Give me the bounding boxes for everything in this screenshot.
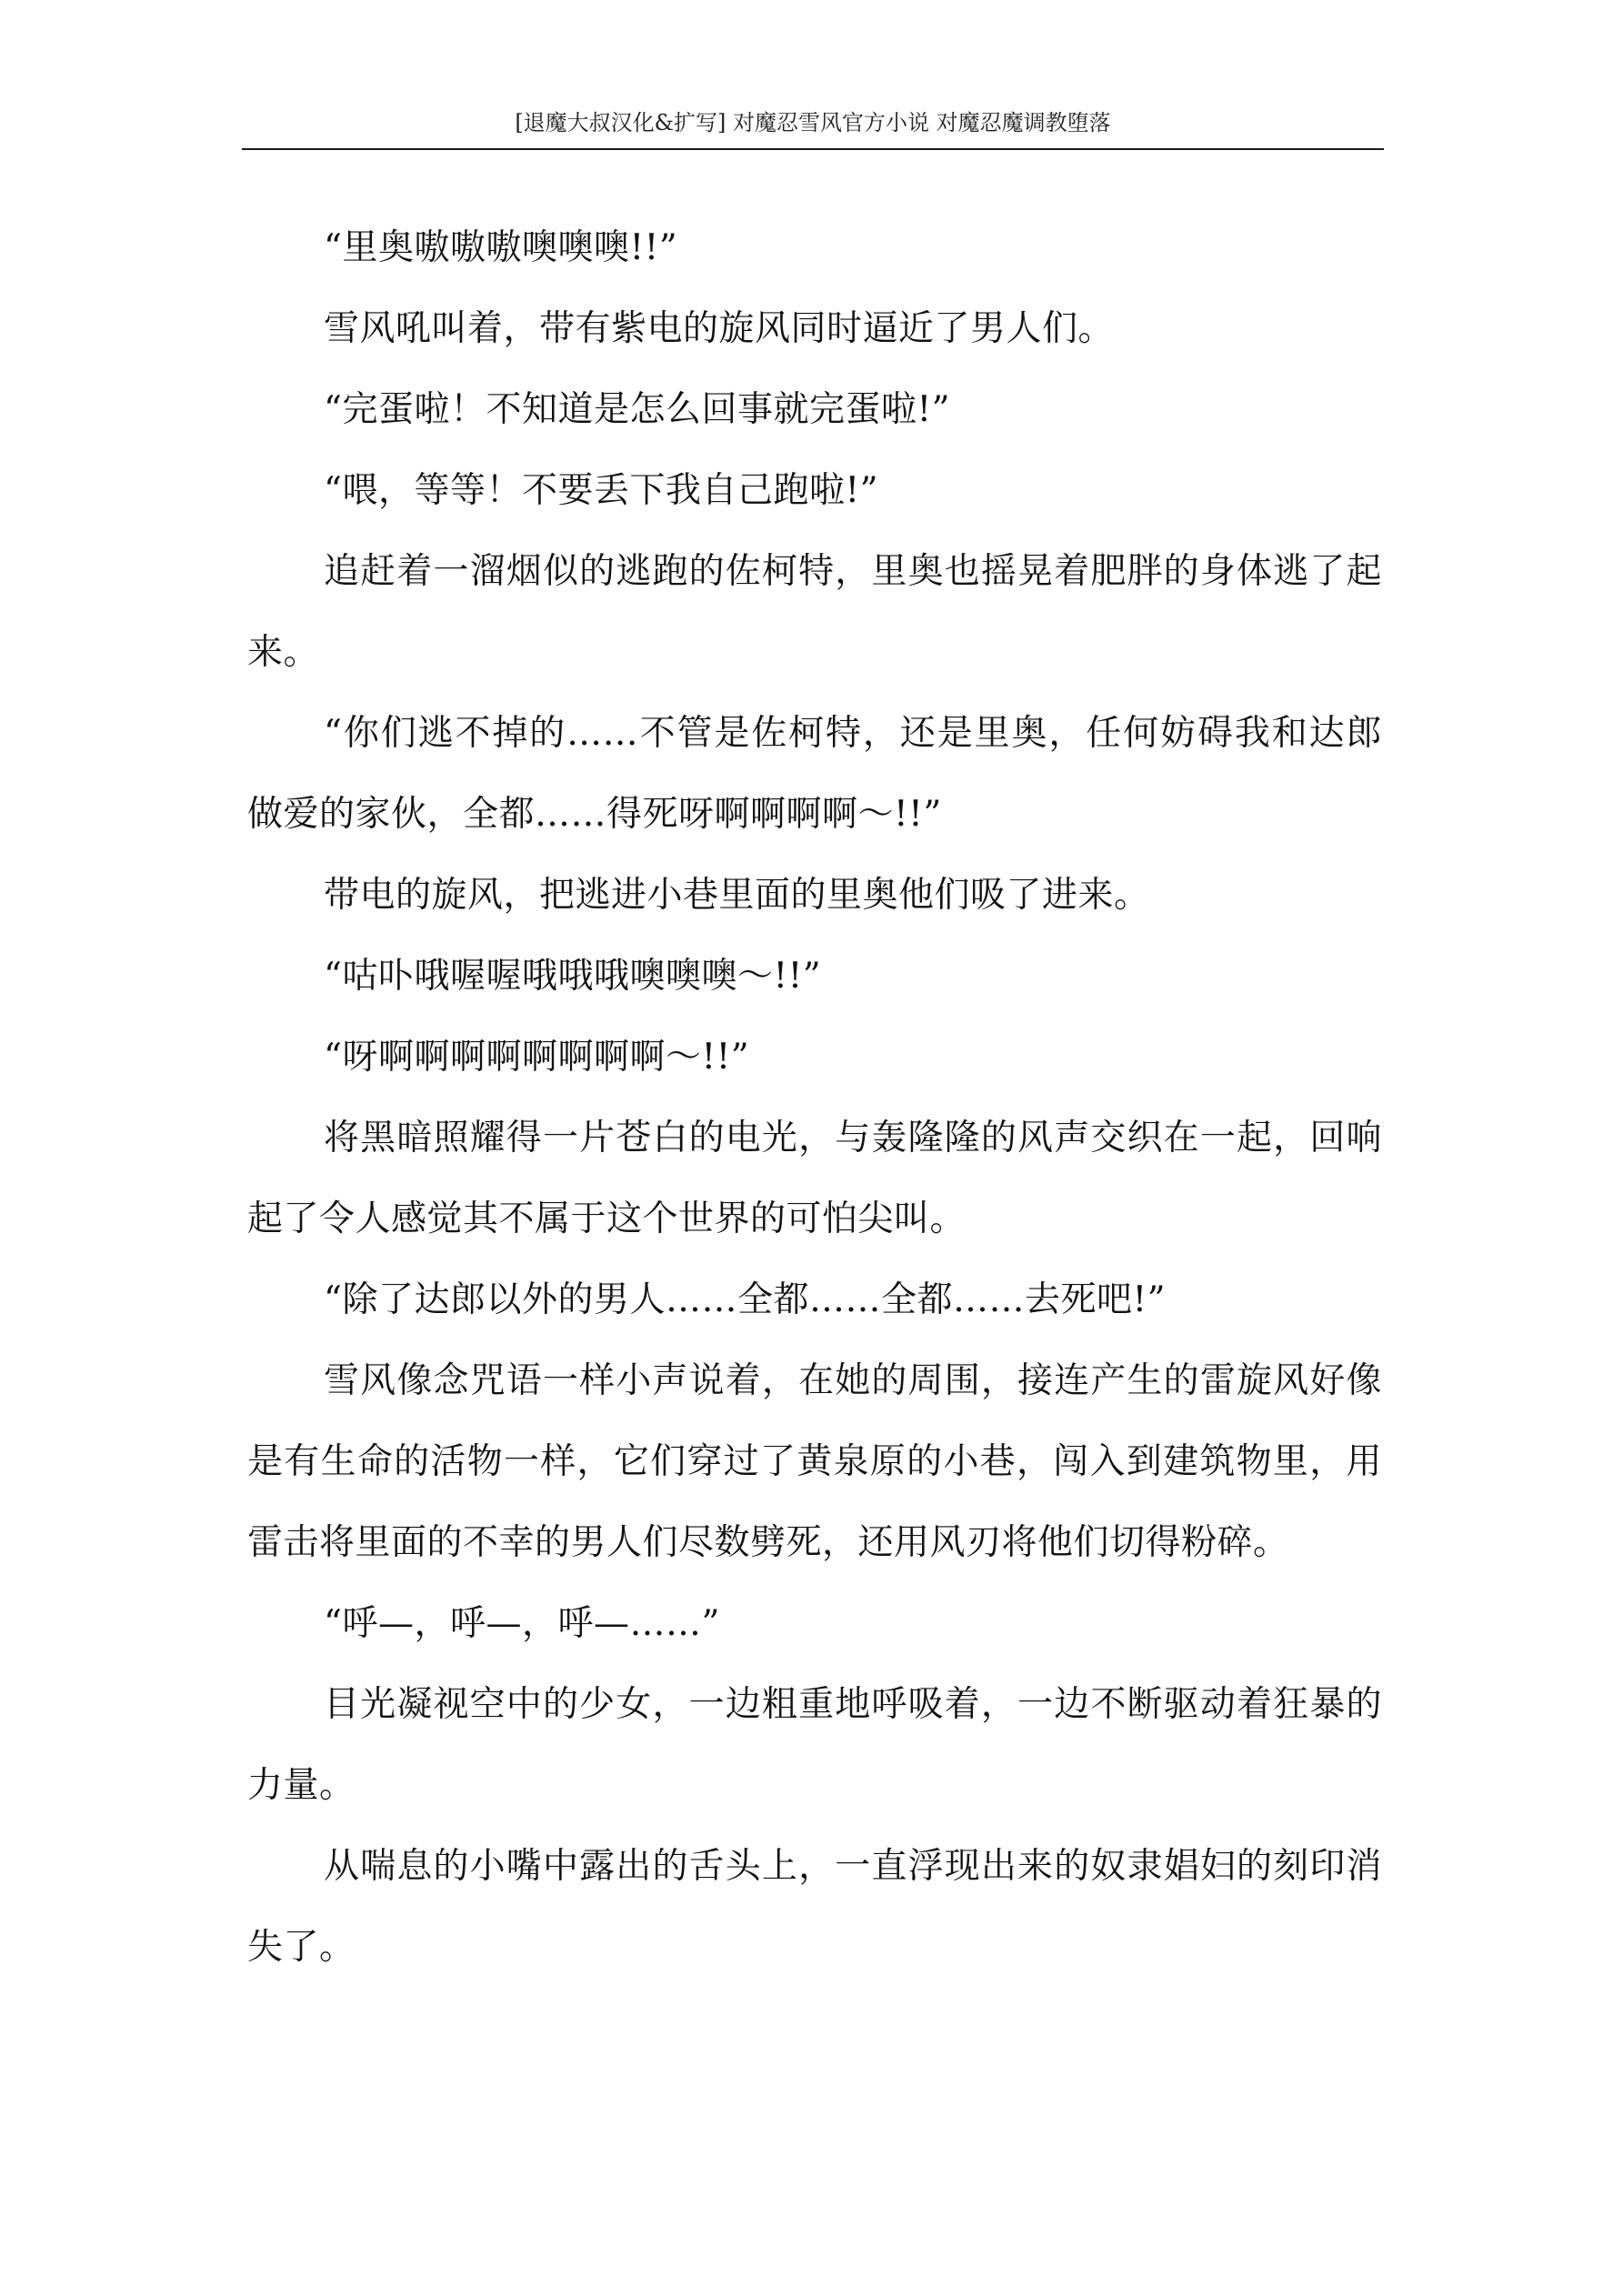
- paragraph: “完蛋啦！不知道是怎么回事就完蛋啦!”: [324, 389, 951, 430]
- paragraph: “呼—，呼—，呼—……”: [324, 1603, 720, 1644]
- paragraph: 从喘息的小嘴中露出的舌头上，一直浮现出来的奴隶娼妇的刻印消失了。: [247, 1846, 1382, 1968]
- paragraph: “除了达郎以外的男人……全都……全都……去死吧!”: [324, 1279, 1167, 1320]
- header-divider: [242, 148, 1384, 150]
- body-text: [247, 207, 1382, 1988]
- paragraph: 雪风像念咒语一样小声说着，在她的周围，接连产生的雷旋风好像是有生命的活物一样，它们穿过了黄泉原的小巷，闯入到建筑物里，用雷击将里面的不幸的男人们尽数劈死，还用风刃将他们切得粉碎。: [247, 1360, 1382, 1563]
- paragraph: “咕卟哦喔喔哦哦哦噢噢噢～!!”: [324, 956, 822, 997]
- paragraph: 将黑暗照耀得一片苍白的电光，与轰隆隆的风声交织在一起，回响起了令人感觉其不属于这个世界的可怕尖叫。: [247, 1118, 1382, 1239]
- paragraph: 雪风吼叫着，带有紫电的旋风同时逼近了男人们。: [324, 308, 1115, 349]
- paragraph: 带电的旋风，把逃进小巷里面的里奥他们吸了进来。: [324, 875, 1150, 916]
- paragraph: “里奥嗷嗷嗷噢噢噢!!”: [324, 227, 678, 268]
- paragraph: “喂，等等！不要丢下我自己跑啦!”: [324, 470, 879, 511]
- paragraph: “呀啊啊啊啊啊啊啊啊～!!”: [324, 1037, 750, 1078]
- page-header: [退魔大叔汉化&扩写] 对魔忍雪风官方小说 对魔忍魔调教堕落: [515, 110, 1111, 135]
- paragraph: “你们逃不掉的……不管是佐柯特，还是里奥，任何妨碍我和达郎做爱的家伙，全都……得死呀啊啊啊啊～!!”: [247, 713, 1382, 835]
- paragraph: 目光凝视空中的少女，一边粗重地呼吸着，一边不断驱动着狂暴的力量。: [247, 1684, 1382, 1806]
- paragraph: 追赶着一溜烟似的逃跑的佐柯特，里奥也摇晃着肥胖的身体逃了起来。: [247, 551, 1382, 673]
